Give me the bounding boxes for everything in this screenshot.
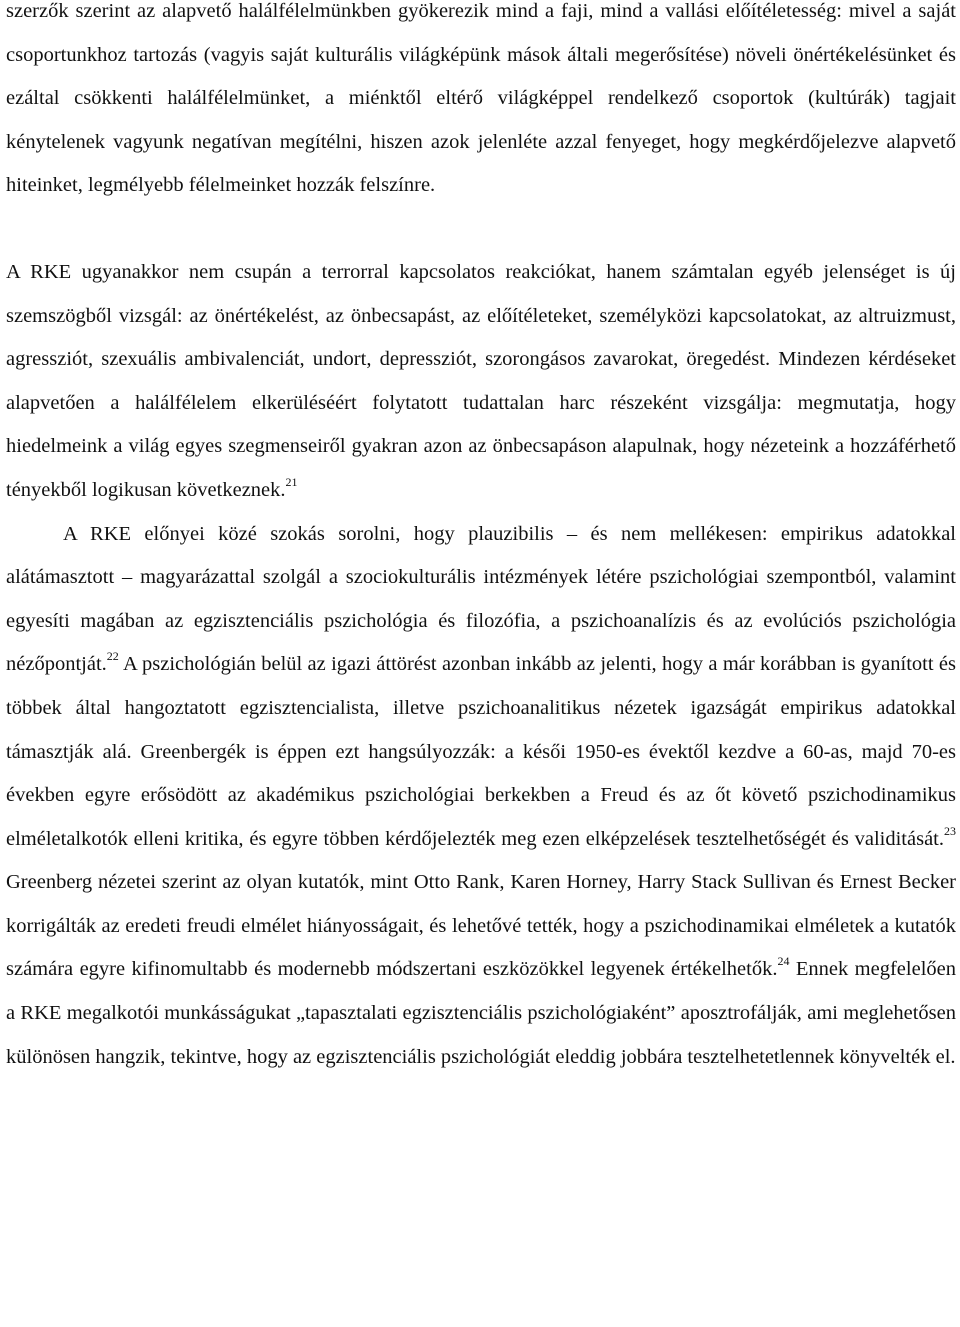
paragraph-3-text-d: Ennek megfelelően a RKE megalkotói munkásságukat „tapasztalati egzisztenciális pszichológiaként” aposztrofálják, ami meglehetősen különösen hangzik, tekintve, hogy az egzisztenciális pszichológiát eleddig jobbára tesztelhetetlennek könyvelték el.	[6, 958, 956, 1068]
paragraph-1	[6, 0, 956, 208]
footnote-ref-21[interactable]: 21	[285, 474, 298, 489]
footnote-ref-23[interactable]: 23	[944, 823, 956, 838]
paragraph-3-text-c: Greenberg nézetei szerint az olyan kutatók, mint Otto Rank, Karen Horney, Harry Stack Sullivan és Ernest Becker korrigálták az eredeti freudi elmélet hiányosságait, és lehetővé tették, hogy a pszichodinamikai elméletek a kutatók számára egyre kifinomultabb és modernebb módszertani eszközökkel legyenek értékelhetők.	[6, 871, 956, 981]
footnote-ref-22[interactable]: 22	[106, 649, 119, 664]
paragraph-3-text-a: A RKE előnyei közé szokás sorolni, hogy plauzibilis – és nem mellékesen: empirikus adatokkal alátámasztott – magyarázattal szolgál a szociokulturális intézmények létére pszichológiai szempontból, valamint egyesíti magában az egzisztenciális pszichológia és filozófia, a pszichoanalízis és az evolúciós pszichológia nézőpontját.	[6, 522, 956, 676]
paragraph-1-text: szerzők szerint az alapvető halálfélelmünkben gyökerezik mind a faji, mind a vallási előítéletesség: mivel a saját csoportunkhoz tartozás (vagyis saját kulturális világképünk mások általi megerősítése) növeli önértékelésünket és ezáltal csökkenti halálfélelmünket, a miénktől eltérő világképpel rendelkező csoportok (kultúrák) tagjait kénytelenek vagyunk negatívan megítélni, hiszen azok jelenléte azzal fenyeget, hogy megkérdőjelezve alapvető hiteinket, legmélyebb félelmeinket hozzák felszínre.	[6, 0, 956, 197]
paragraph-2	[6, 251, 956, 513]
paragraph-3-text-b: A pszichológián belül az igazi áttörést azonban inkább az jelenti, hogy a már korábban is gyanított és többek által hangoztatott egzisztencialista, illetve pszichoanalitikus nézetek igazságát empirikus adatokkal támasztják alá. Greenbergék is éppen ezt hangsúlyozzák: a késői 1950-es évektől kezdve a 60-as, majd 70-es években egyre erősödött az akadémikus pszichológiai berkekben a Freud és az őt követő pszichodinamikus elméletalkotók elleni kritika, és egyre többen kérdőjelezték meg ezen elképzelések tesztelhetőségét és validitását.	[6, 653, 956, 850]
paragraph-2-text: A RKE ugyanakkor nem csupán a terrorral kapcsolatos reakciókat, hanem számtalan egyéb jelenséget is új szemszögből vizsgál: az önértékelést, az önbecsapást, az előítéleteket, személyközi kapcsolatokat, az altruizmust, agressziót, szexuális ambivalenciát, undort, depressziót, szorongásos zavarokat, öregedést. Mindezen kérdéseket alapvetően a halálfélelem elkerüléséért folytatott tudattalan harc részeként vizsgálja: megmutatja, hogy hiedelmeink a világ egyes szegmenseiről gyakran azon az önbecsapáson alapulnak, hogy nézeteink a hozzáférhető tényekből logikusan következnek.	[6, 260, 956, 501]
paragraph-3	[6, 513, 956, 1080]
footnote-ref-24[interactable]: 24	[777, 954, 790, 969]
document-page	[6, 0, 956, 1079]
